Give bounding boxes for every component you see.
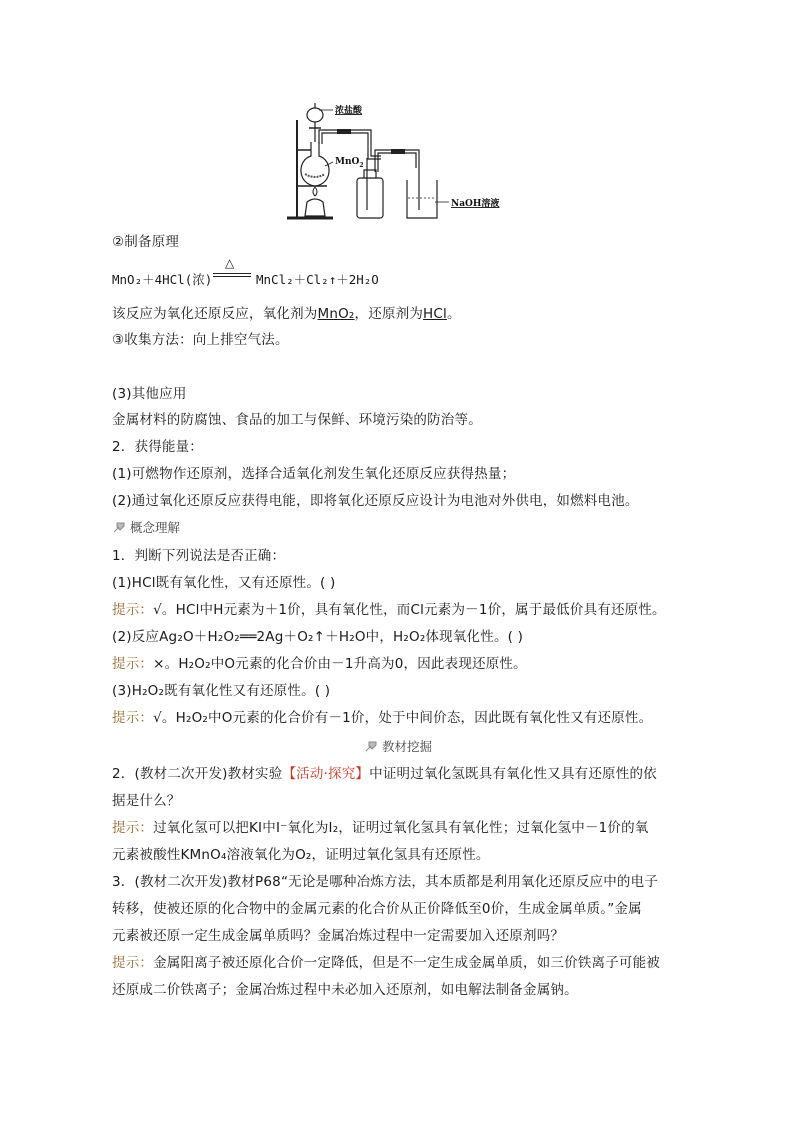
hint-2: 提示：×。H₂O₂中O元素的化合价由－1升高为0，因此表现还原性。: [112, 656, 527, 672]
question-2-line-2: 据是什么？: [112, 793, 181, 809]
hint-q2-line-1: 提示：过氧化氢可以把KI中I⁻氧化为I₂，证明过氧化氢具有氧化性；过氧化氢中－1价的氧: [112, 820, 649, 836]
energy-heading: 2．获得能量：: [112, 439, 203, 455]
energy-item-1: (1)可燃物作还原剂，选择合适氧化剂发生氧化还原反应获得热量；: [112, 466, 516, 482]
gas-collecting-bottle: [357, 178, 383, 218]
equation-left: MnO₂＋4HCl(浓): [112, 272, 213, 287]
reaction-equation: [112, 270, 212, 288]
statement-1: (1)HCl既有氧化性，又有还原性。( ): [112, 575, 336, 591]
hint-q2-line-2: 元素被酸性KMnO₄溶液氧化为O₂，证明过氧化氢具有还原性。: [112, 847, 490, 863]
reaction-description: 该反应为氧化还原反应，氧化剂为MnO₂，还原剂为HCl。: [112, 306, 461, 322]
question-3-line-3: 元素被还原一定生成金属单质吗？金属冶炼过程中一定需要加入还原剂吗？: [112, 928, 565, 944]
hint-1: 提示：√。HCl中H元素为＋1价，具有氧化性，而Cl元素为－1价，属于最低价具有还原性。: [112, 602, 666, 618]
hint-q3-line-1: 提示：金属阳离子被还原化合价一定降低，但是不一定生成金属单质，如三价铁离子可能被: [112, 955, 661, 971]
statement-3: (3)H₂O₂既有氧化性又有还原性。( ): [112, 683, 331, 699]
energy-item-2: (2)通过氧化还原反应获得电能，即将氧化还原反应设计为电池对外供电，如燃料电池。: [112, 493, 639, 509]
oxidant-answer: MnO₂: [317, 306, 355, 322]
question-2-line-1: 2．(教材二次开发)教材实验【活动·探究】中证明过氧化氢既具有氧化性又具有还原性的依: [112, 766, 657, 782]
alcohol-lamp: [305, 199, 325, 216]
judge-question: 1．判断下列说法是否正确：: [112, 548, 286, 564]
equation-right: MnCl₂＋Cl₂↑＋2H₂O: [256, 272, 379, 287]
delta-symbol: △: [225, 256, 235, 270]
textbook-tag: 教材挖掘: [364, 737, 432, 755]
heating-condition: [213, 256, 251, 283]
beaker: [407, 180, 437, 218]
label-conc-hcl: 浓盐酸: [335, 106, 363, 116]
label-mno2: MnO$_2$: [335, 157, 364, 169]
question-3-line-2: 转移，使被还原的化合物中的金属元素的化合价从正价降低至0价，生成金属单质。”金属: [112, 901, 642, 917]
statement-2: (2)反应Ag₂O＋H₂O₂══2Ag＋O₂↑＋H₂O中，H₂O₂体现氧化性。( ): [112, 629, 524, 645]
reductant-answer: HCl: [423, 306, 447, 322]
question-3-line-1: 3．(教材二次开发)教材P68“无论是哪种冶炼方法，其本质都是利用氧化还原反应中的电子: [112, 874, 659, 890]
pushpin-icon: [112, 521, 126, 533]
prep-heading: ②制备原理: [112, 234, 180, 250]
label-naoh-solution: NaOH溶液: [451, 199, 500, 209]
round-flask: [301, 142, 329, 186]
other-uses-text: 金属材料的防腐蚀、食品的加工与保鲜、环境污染的防治等。: [112, 412, 482, 428]
chlorine-apparatus-diagram: [285, 98, 525, 223]
pushpin-icon: [364, 740, 378, 752]
hint-q3-line-2: 还原成二价铁离子；金属冶炼过程中未必加入还原剂，如电解法制备金属钠。: [112, 982, 578, 998]
concept-tag: 概念理解: [112, 518, 180, 536]
other-uses-heading: (3)其他应用: [112, 386, 187, 402]
collection-method: ③收集方法：向上排空气法。: [112, 332, 289, 348]
hint-3: 提示：√。H₂O₂中O元素的化合价有－1价，处于中间价态，因此既有氧化性又有还原性。: [112, 710, 653, 726]
